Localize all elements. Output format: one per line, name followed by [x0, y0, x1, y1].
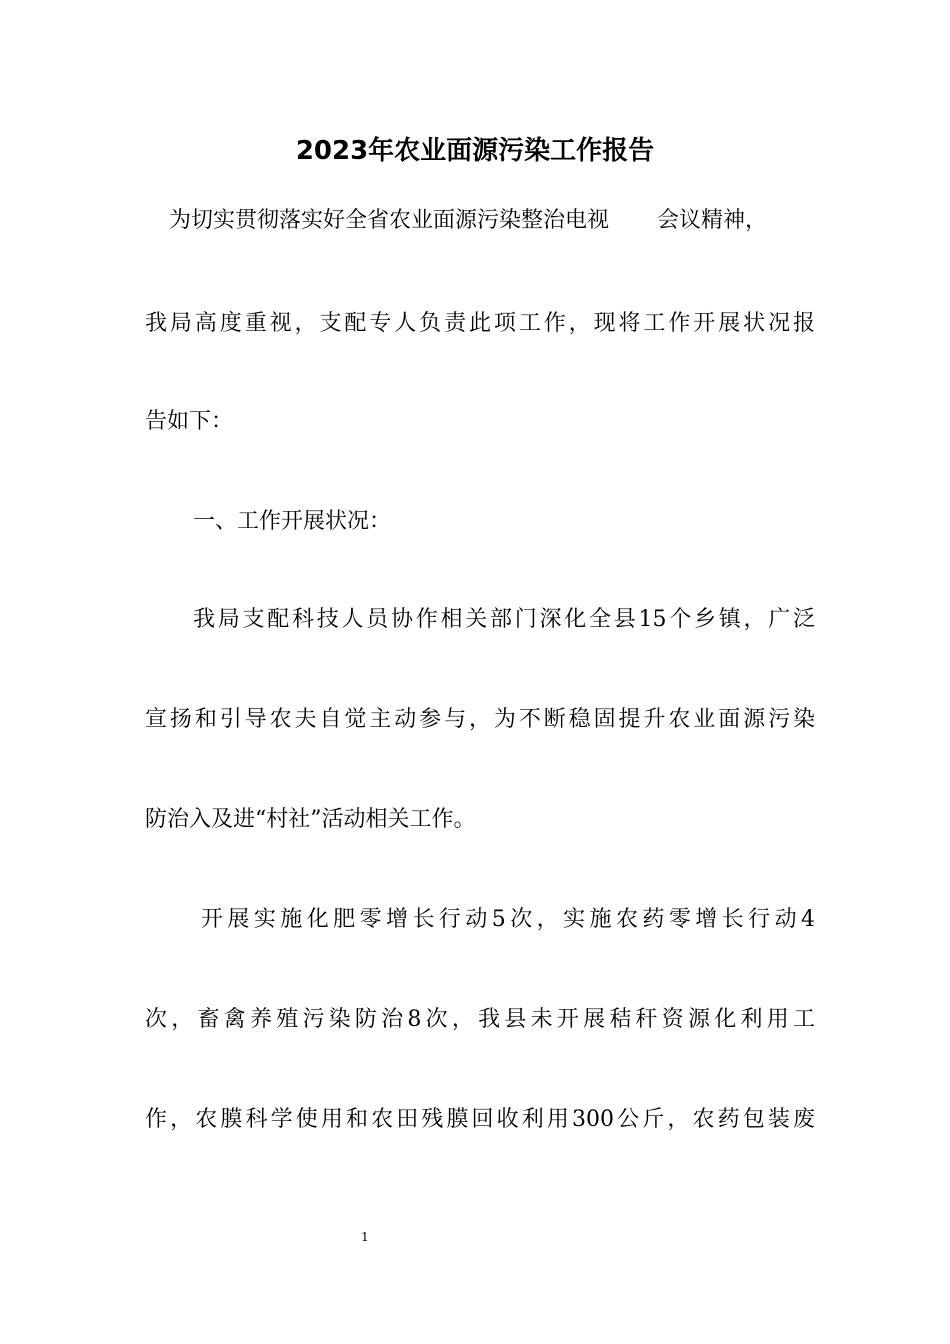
section-heading: 一、工作开展状况：	[193, 509, 392, 534]
paragraph-line: 宣扬和引导农夫自觉主动参与，为不断稳固提升农业面源污染	[145, 707, 815, 732]
paragraph-line: 我局高度重视，支配专人负责此项工作，现将工作开展状况报	[145, 311, 815, 336]
paragraph-line: 告如下：	[145, 409, 234, 434]
page-number: 1	[361, 1230, 369, 1244]
document-title: 2023年农业面源污染工作报告	[295, 136, 655, 166]
paragraph-line: 作，农膜科学使用和农田残膜回收利用300公斤，农药包装废	[145, 1107, 815, 1132]
paragraph-line: 防治入及进“村社”活动相关工作。	[145, 807, 476, 832]
paragraph-line: 我局支配科技人员协作相关部门深化全县15个乡镇，广泛	[193, 607, 815, 632]
text-segment: 为切实贯彻落实好全省农业面源污染整治电视	[169, 208, 610, 233]
paragraph-line: 次，畜禽养殖污染防治8次，我县未开展秸秆资源化利用工	[145, 1007, 815, 1032]
paragraph-line: 开展实施化肥零增长行动5次，实施农药零增长行动4	[201, 907, 815, 932]
text-segment: 会议精神，	[657, 208, 768, 233]
paragraph-line	[145, 206, 815, 236]
